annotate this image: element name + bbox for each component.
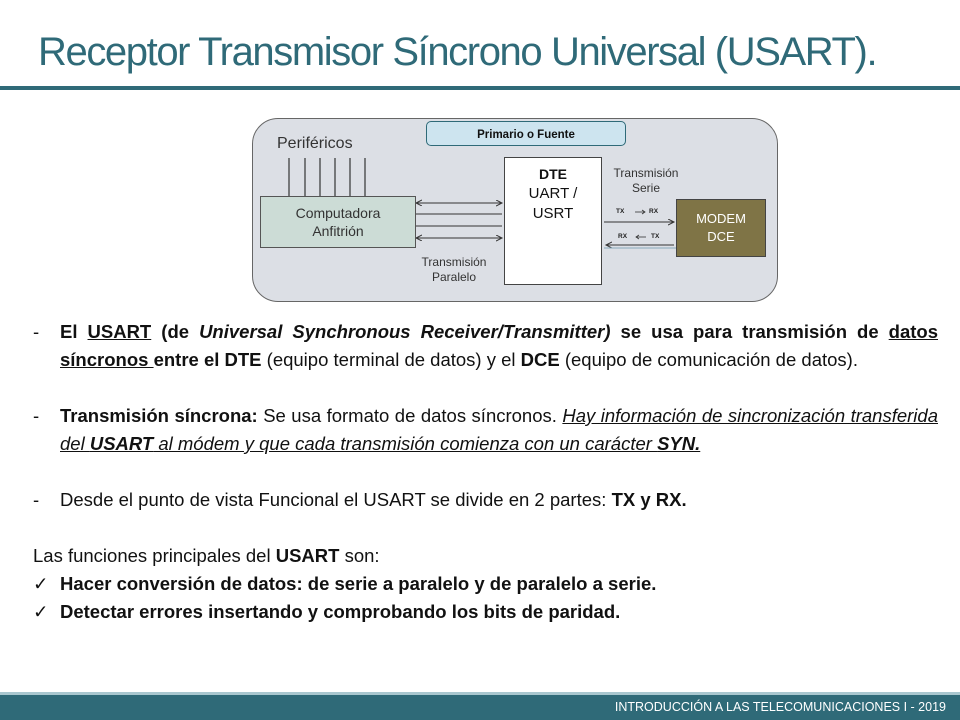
p1-c: (de: [151, 321, 200, 342]
function-text: Detectar errores insertando y comprobando los bits de paridad.: [60, 601, 621, 622]
serial-line2: Serie: [631, 181, 660, 195]
parallel-transmission-label: [414, 255, 494, 285]
p2-b: Se usa formato de datos síncronos.: [257, 405, 563, 426]
synchronous-transmission-bullet: [33, 402, 938, 458]
p3-a: Desde el punto de vista Funcional el USART se divide en 2 partes:: [60, 489, 612, 510]
p4-usart: USART: [275, 545, 340, 566]
dte-line2: USRT: [532, 205, 574, 222]
modem-line2: DCE: [707, 229, 735, 244]
rx-bottom-label: RX: [618, 233, 628, 240]
serial-transmission-label: [604, 166, 688, 196]
perifericos-label: Periféricos: [277, 135, 353, 152]
p1-g: entre el DTE: [153, 349, 262, 370]
peripheral-lines: [289, 158, 365, 196]
bullet-dash: -: [33, 405, 40, 426]
functional-parts-bullet: [33, 486, 938, 514]
parallel-bus: [416, 203, 502, 238]
host-line2: Anfitrión: [312, 223, 364, 239]
bullet-dash: -: [33, 489, 40, 510]
functions-intro: [33, 542, 938, 570]
host-line1: Computadora: [295, 205, 381, 221]
p1-e: se usa para transmisión de: [610, 321, 889, 342]
serial-line1: Transmisión: [613, 166, 679, 180]
function-text: Hacer conversión de datos: de serie a paralelo y de paralelo a serie.: [60, 573, 657, 594]
p2-e: al módem y que cada transmisión comienza con un carácter: [153, 433, 658, 454]
rx-top-label: RX: [649, 208, 659, 215]
modem-line1: MODEM: [696, 211, 746, 226]
p2-c: Hay información de sincronización transferida del: [60, 405, 938, 454]
p1-a: El: [60, 321, 88, 342]
function-item: [33, 598, 938, 626]
tx-rx-arrows: [635, 210, 646, 239]
p3-tx-rx: TX y RX.: [611, 489, 687, 510]
tx-bottom-label: TX: [651, 233, 660, 240]
dte-title: DTE: [539, 166, 567, 182]
host-computer-box: [260, 196, 416, 248]
p4-c: son:: [339, 545, 380, 566]
slide-body: [33, 318, 938, 626]
dte-line1: UART /: [528, 185, 578, 202]
dte-box: [504, 157, 602, 285]
parallel-line1: Transmisión: [421, 255, 487, 269]
serial-lines: [604, 222, 676, 248]
p1-dce: DCE: [520, 349, 560, 370]
function-item: [33, 570, 938, 598]
usart-definition-bullet: [33, 318, 938, 374]
parallel-line2: Paralelo: [431, 270, 477, 284]
p1-datos-sincronos: datos síncronos: [60, 321, 939, 370]
check-icon: ✓: [33, 573, 49, 594]
p2-syn: SYN.: [657, 433, 701, 454]
primario-fuente-label: Primario o Fuente: [426, 121, 626, 146]
p1-j: (equipo de comunicación de datos).: [559, 349, 858, 370]
p2-term: Transmisión síncrona:: [60, 405, 258, 426]
tx-top-label: TX: [616, 208, 625, 215]
bullet-dash: -: [33, 321, 40, 342]
slide-title: Receptor Transmisor Síncrono Universal (USART).: [38, 30, 877, 74]
p2-usart: USART: [89, 433, 154, 454]
p1-usart: USART: [87, 321, 152, 342]
modem-dce-box: [676, 199, 766, 257]
p1-expansion: Universal Synchronous Receiver/Transmitter): [199, 321, 611, 342]
p4-a: Las funciones principales del: [33, 545, 276, 566]
check-icon: ✓: [33, 601, 49, 622]
footer-text: INTRODUCCIÓN A LAS TELECOMUNICACIONES I - 2019: [614, 700, 946, 714]
p1-h: (equipo terminal de datos) y el: [261, 349, 521, 370]
